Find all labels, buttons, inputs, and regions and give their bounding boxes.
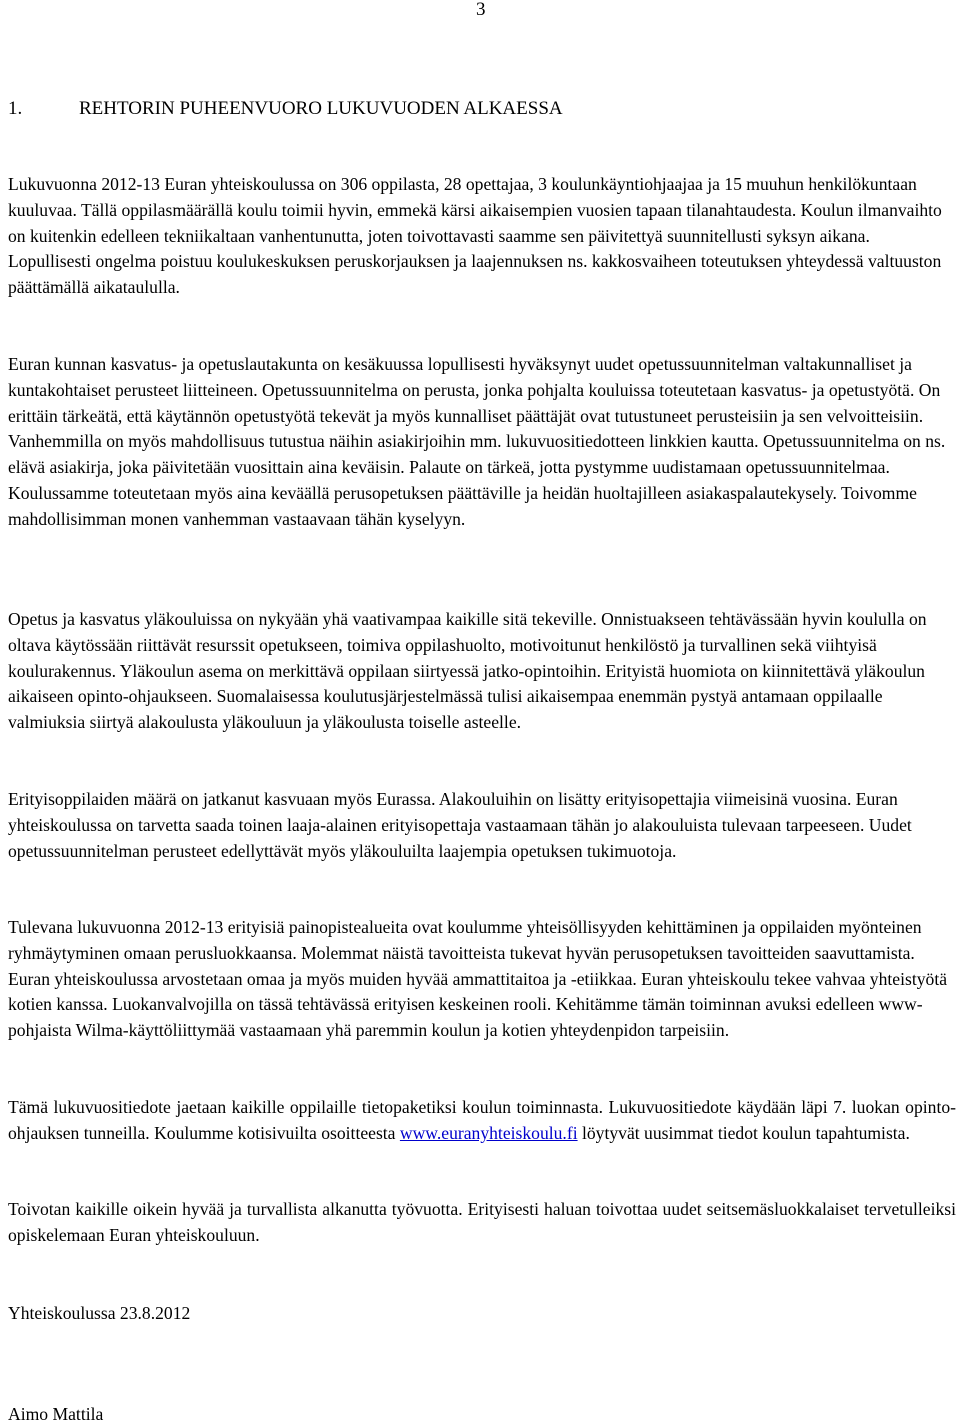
page-number: 3 xyxy=(476,0,486,20)
signature-place-date: Yhteiskoulussa 23.8.2012 xyxy=(8,1303,191,1323)
paragraph-intro: Lukuvuonna 2012-13 Euran yhteiskoulussa on 306 oppilasta, 28 opettajaa, 3 koulunkäyntiohjaajaa ja 15 muuhun henkilökuntaan kuuluvaa. Tällä oppilasmäärällä koulu toimii hyvin, emmekä kärsi aikaisempien vuosien tapaan tilanahtaudesta. Koulun ilmanvaihto on kuitenkin edelleen tekniikaltaan vanhentunutta, joten toivottavasti saamme sen päivitettyä suunnitellusti syksyn aikana. Lopullisesti ongelma poistuu koulukeskuksen peruskorjauksen ja laajennuksen ns. kakkosvaiheen toteutuksen yhteydessä valtuuston päättämällä aikataululla. xyxy=(8,174,942,298)
paragraph-upper-school: Opetus ja kasvatus yläkouluissa on nykyään yhä vaativampaa kaikille sitä tekeville. Onnistuakseen tehtävässään hyvin koululla on oltava käytössään riittävät resurssit opetukseen, toimiva oppilashuolto, motivoitunut henkilöstö ja turvallinen sekä viihtyisä koulurakennus. Yläkoulun asema on merkittävä oppilaan siirtyessä jatko-opintoihin. Erityistä huomiota on kiinnitettävä yläkoulun aikaiseen opinto-ohjaukseen. Suomalaisessa koulutusjärjestelmässä tulisi aikaisempaa enemmän pystyä antamaan oppilaalle valmiuksia siirtyä alakoulusta yläkouluun ja yläkoulusta toiselle asteelle. xyxy=(8,609,927,733)
section-number: 1. xyxy=(8,98,23,119)
info-text-before: Tämä lukuvuositiedote jaetaan kaikille oppilaille tietopaketiksi koulun toiminnasta. Lukuvuositiedote käydään läpi 7. luokan opinto-ohjauksen tunneilla. Koulumme kotisivuilta osoitteesta xyxy=(8,1097,956,1143)
signature-name: Aimo Mattila xyxy=(8,1404,104,1424)
school-website-link[interactable]: www.euranyhteiskoulu.fi xyxy=(399,1122,578,1143)
section-heading xyxy=(8,97,563,121)
paragraph-focus-areas: Tulevana lukuvuonna 2012-13 erityisiä painopistealueita ovat koulumme yhteisöllisyyden kehittäminen ja oppilaiden myönteinen ryhmäytyminen omaan perusluokkaansa. Molemmat näistä tavoitteista tukevat hyvän perusopetuksen tavoitteiden saavuttamista. Euran yhteiskoulussa arvostetaan omaa ja myös muiden hyvää ammattitaitoa ja -etiikkaa. Euran yhteiskoulu tekee vahvaa yhteistyötä kotien kanssa. Luokanvalvojilla on tässä tehtävässä erityisen keskeinen rooli. Kehitämme tämän toiminnan avuksi edelleen www-pohjaista Wilma-käyttöliittymää vastaamaan yhä paremmin koulun ja kotien yhteydenpidon tarpeisiin. xyxy=(8,917,948,1041)
info-text-after: löytyvät uusimmat tiedot koulun tapahtumista. xyxy=(577,1122,910,1143)
paragraph-closing: Toivotan kaikille oikein hyvää ja turvallista alkanutta työvuotta. Erityisesti haluan toivottaa uudet seitsemäsluokkalaiset tervetulleiksi opiskelemaan Euran yhteiskouluun. xyxy=(8,1199,956,1245)
paragraph-info xyxy=(8,1095,956,1147)
paragraph-special-needs: Erityisoppilaiden määrä on jatkanut kasvuaan myös Eurassa. Alakouluihin on lisätty erityisopettajia viimeisinä vuosina. Euran yhteiskoulussa on tarvetta saada toinen laaja-alainen erityisopettaja vastaamaan tähän jo alakouluista tulevaan tarpeeseen. Uudet opetussuunnitelman perusteet edellyttävät myös yläkouluilta laajempia opetuksen tukimuotoja. xyxy=(8,789,912,861)
section-title: REHTORIN PUHEENVUORO LUKUVUODEN ALKAESSA xyxy=(79,98,563,119)
paragraph-curriculum: Euran kunnan kasvatus- ja opetuslautakunta on kesäkuussa lopullisesti hyväksynyt uudet opetussuunnitelman valtakunnalliset ja kuntakohtaiset perusteet liitteineen. Opetussuunnitelma on perusta, jonka pohjalta kouluissa toteutetaan kasvatus- ja opetustyötä. On erittäin tärkeätä, että käytännön opetustyötä tekevät ja myös kunnalliset päättäjät ovat tutustuneet perusteisiin ja sen velvoitteisiin. Vanhemmilla on myös mahdollisuus tutustua näihin asiakirjoihin mm. lukuvuositiedotteen linkkien kautta. Opetussuunnitelma on ns. elävä asiakirja, joka päivitetään vuosittain aina keväisin. Palaute on tärkeä, jotta pystymme uudistamaan opetussuunnitelmaa. Koulussamme toteutetaan myös aina keväällä perusopetuksen päättäville ja heidän huoltajilleen asiakaspalautekysely. Toivomme mahdollisimman monen vanhemman vastaavaan tähän kyselyyn. xyxy=(8,354,946,529)
